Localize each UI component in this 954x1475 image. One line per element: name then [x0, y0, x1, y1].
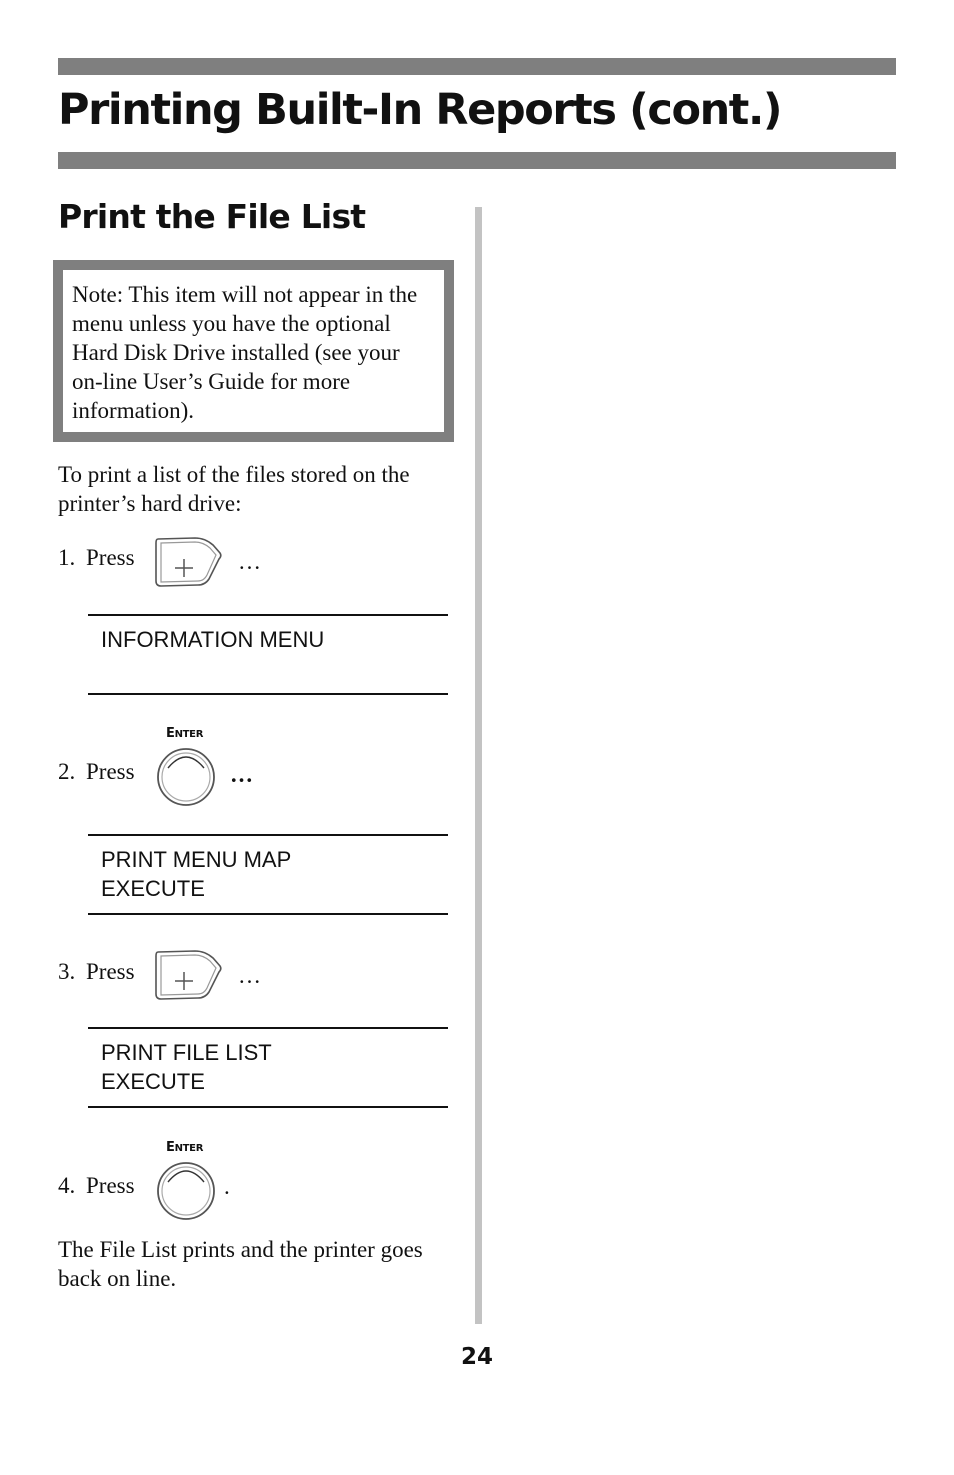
step-3: [58, 957, 135, 986]
step-1-after: …: [238, 549, 261, 574]
enter-key-label: ENTER: [166, 1140, 204, 1155]
display-panel-2: [88, 834, 448, 915]
header-bar-top: [58, 58, 896, 75]
step-2-after: …: [230, 762, 253, 787]
note-text: Note: This item will not appear in the menu unless you have the optional Hard Disk Drive installed (see your on-line User’s Guide for more information).: [72, 282, 418, 423]
page-title: Printing Built-In Reports (cont.): [58, 85, 782, 135]
step-3-after: …: [238, 963, 261, 988]
intro-text: To print a list of the files stored on the printer’s hard drive:: [58, 462, 410, 516]
display-panel-1: [88, 614, 448, 695]
enter-key-label: ENTER: [166, 726, 204, 741]
step-label: Press: [86, 545, 135, 570]
column-divider: [475, 207, 482, 1324]
step-number: 4.: [58, 1173, 76, 1198]
step-4-after: .: [224, 1174, 230, 1199]
step-2: [58, 757, 135, 786]
display-line-1: PRINT MENU MAP: [101, 847, 292, 872]
display-line-2: EXECUTE: [101, 1069, 205, 1094]
step-label: Press: [86, 1173, 135, 1198]
step-label: Press: [86, 959, 135, 984]
plus-menu-key-icon: [153, 535, 223, 587]
plus-menu-key-icon: [153, 948, 223, 1000]
conclusion-text: The File List prints and the printer goes back on line.: [58, 1237, 423, 1291]
enter-key-icon: [155, 1160, 217, 1222]
display-line-1: INFORMATION MENU: [101, 627, 325, 652]
display-line-1: PRINT FILE LIST: [101, 1040, 272, 1065]
step-label: Press: [86, 759, 135, 784]
step-number: 3.: [58, 959, 76, 984]
display-panel-3: [88, 1027, 448, 1108]
step-1: [58, 543, 135, 572]
note-box: [53, 260, 454, 442]
step-number: 2.: [58, 759, 76, 784]
page-number: 24: [460, 1344, 493, 1370]
section-title: Print the File List: [58, 197, 366, 236]
step-4: [58, 1171, 135, 1200]
display-line-2: EXECUTE: [101, 876, 205, 901]
header-bar-bottom: [58, 152, 896, 169]
enter-key-icon: [155, 746, 217, 808]
step-number: 1.: [58, 545, 76, 570]
